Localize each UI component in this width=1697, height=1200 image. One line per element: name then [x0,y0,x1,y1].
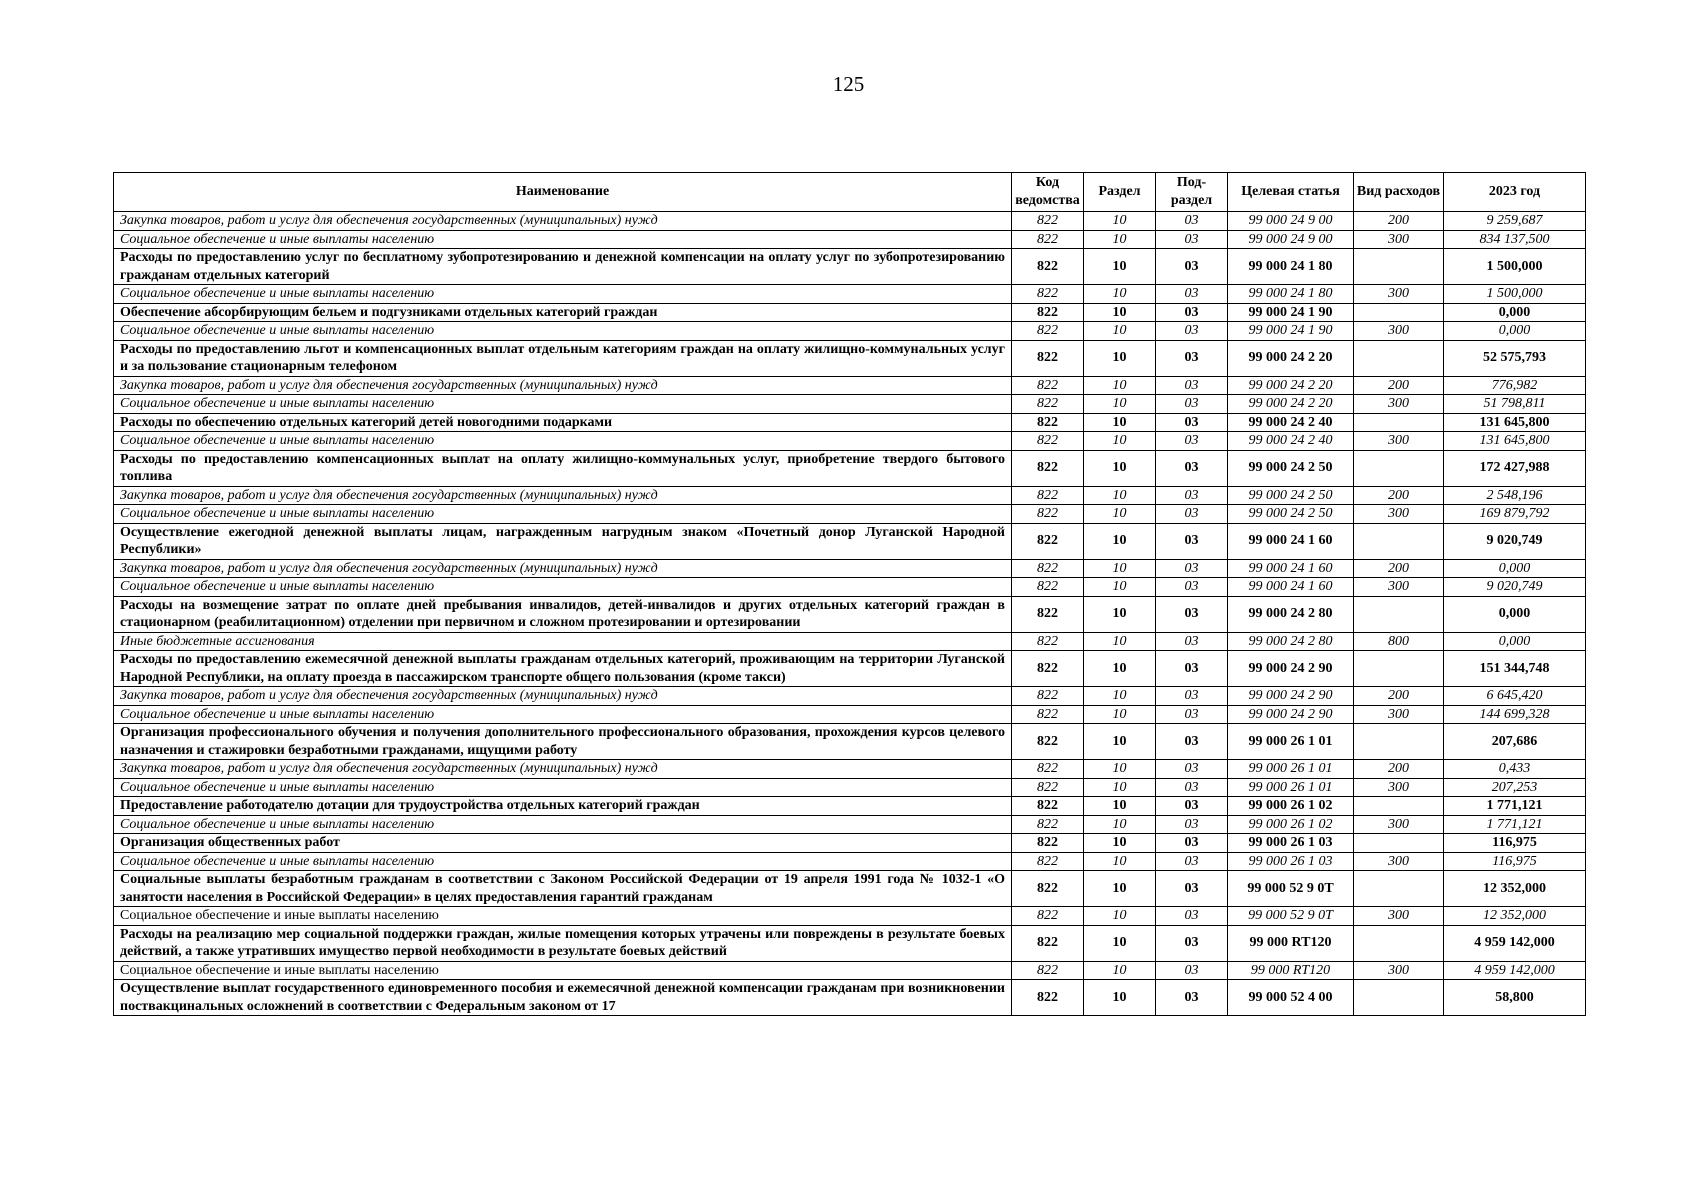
cell-name: Закупка товаров, работ и услуг для обеспечения государственных (муниципальных) нужд [114,376,1012,395]
cell-subsection: 03 [1156,815,1228,834]
cell-amount: 9 020,749 [1444,523,1586,559]
cell-section: 10 [1084,778,1156,797]
table-row [114,705,1586,724]
cell-expense-type: 300 [1354,322,1444,341]
cell-expense-type [1354,523,1444,559]
cell-dept-code: 822 [1012,925,1084,961]
cell-name: Расходы по предоставлению услуг по бесплатному зубопротезированию и денежной компенсации на оплату услуг по зубопротезированию гражданам отдельных категорий [114,249,1012,285]
cell-section: 10 [1084,376,1156,395]
cell-target-article: 99 000 24 1 60 [1228,523,1354,559]
cell-subsection: 03 [1156,961,1228,980]
cell-name: Организация профессионального обучения и получения дополнительного профессионального образования, прохождения курсов целевого назначения и стажировки безработными гражданами, ищущими работу [114,724,1012,760]
cell-target-article: 99 000 24 1 60 [1228,578,1354,597]
cell-amount: 0,433 [1444,760,1586,779]
cell-subsection: 03 [1156,687,1228,706]
cell-amount: 9 259,687 [1444,212,1586,231]
table-row [114,559,1586,578]
cell-expense-type: 200 [1354,376,1444,395]
cell-dept-code: 822 [1012,340,1084,376]
cell-dept-code: 822 [1012,815,1084,834]
cell-dept-code: 822 [1012,413,1084,432]
cell-dept-code: 822 [1012,523,1084,559]
cell-dept-code: 822 [1012,834,1084,853]
cell-name: Социальное обеспечение и иные выплаты населению [114,578,1012,597]
cell-expense-type [1354,925,1444,961]
cell-dept-code: 822 [1012,632,1084,651]
cell-expense-type: 300 [1354,705,1444,724]
cell-target-article: 99 000 24 2 40 [1228,432,1354,451]
cell-expense-type: 200 [1354,559,1444,578]
cell-section: 10 [1084,687,1156,706]
cell-amount: 0,000 [1444,559,1586,578]
table-row [114,523,1586,559]
cell-target-article: 99 000 24 1 60 [1228,559,1354,578]
cell-target-article: 99 000 24 2 80 [1228,596,1354,632]
cell-expense-type: 300 [1354,230,1444,249]
page-number: 125 [832,72,865,96]
cell-amount: 776,982 [1444,376,1586,395]
cell-name: Обеспечение абсорбирующим бельем и подгузниками отдельных категорий граждан [114,303,1012,322]
cell-expense-type: 300 [1354,578,1444,597]
cell-target-article: 99 000 52 4 00 [1228,980,1354,1016]
table-row [114,815,1586,834]
cell-dept-code: 822 [1012,760,1084,779]
cell-section: 10 [1084,395,1156,414]
cell-target-article: 99 000 26 1 01 [1228,778,1354,797]
cell-target-article: 99 000 24 2 90 [1228,687,1354,706]
table-row [114,871,1586,907]
table-row [114,212,1586,231]
cell-section: 10 [1084,651,1156,687]
cell-name: Закупка товаров, работ и услуг для обеспечения государственных (муниципальных) нужд [114,559,1012,578]
table-row [114,340,1586,376]
header-dept-code: Код ведомства [1012,173,1084,212]
cell-dept-code: 822 [1012,395,1084,414]
cell-section: 10 [1084,322,1156,341]
cell-name: Расходы на возмещение затрат по оплате дней пребывания инвалидов, детей-инвалидов и других отдельных категорий граждан в стационарном (реабилитационном) отделении при первичном и сложном протезировании и ортезировании [114,596,1012,632]
cell-section: 10 [1084,852,1156,871]
cell-dept-code: 822 [1012,212,1084,231]
cell-expense-type: 200 [1354,486,1444,505]
cell-amount: 0,000 [1444,632,1586,651]
cell-dept-code: 822 [1012,285,1084,304]
cell-section: 10 [1084,523,1156,559]
cell-target-article: 99 000 52 9 0Т [1228,871,1354,907]
cell-amount: 0,000 [1444,596,1586,632]
table-row [114,797,1586,816]
table-row [114,724,1586,760]
cell-name: Осуществление ежегодной денежной выплаты лицам, награжденным нагрудным знаком «Почетный донор Луганской Народной Республики» [114,523,1012,559]
cell-dept-code: 822 [1012,852,1084,871]
cell-dept-code: 822 [1012,778,1084,797]
cell-amount: 9 020,749 [1444,578,1586,597]
table-row [114,596,1586,632]
cell-dept-code: 822 [1012,596,1084,632]
cell-expense-type [1354,980,1444,1016]
cell-section: 10 [1084,632,1156,651]
cell-subsection: 03 [1156,980,1228,1016]
cell-expense-type [1354,871,1444,907]
cell-expense-type: 300 [1354,395,1444,414]
cell-amount: 172 427,988 [1444,450,1586,486]
cell-expense-type: 300 [1354,505,1444,524]
cell-section: 10 [1084,450,1156,486]
cell-dept-code: 822 [1012,705,1084,724]
cell-section: 10 [1084,834,1156,853]
cell-expense-type: 300 [1354,815,1444,834]
cell-expense-type [1354,303,1444,322]
table-row [114,925,1586,961]
cell-target-article: 99 000 24 2 20 [1228,395,1354,414]
cell-expense-type: 200 [1354,212,1444,231]
cell-section: 10 [1084,212,1156,231]
cell-subsection: 03 [1156,760,1228,779]
cell-section: 10 [1084,230,1156,249]
cell-amount: 144 699,328 [1444,705,1586,724]
header-year-2023: 2023 год [1444,173,1586,212]
cell-target-article: 99 000 RT120 [1228,961,1354,980]
header-name: Наименование [114,173,1012,212]
cell-subsection: 03 [1156,505,1228,524]
cell-amount: 116,975 [1444,834,1586,853]
cell-target-article: 99 000 24 2 90 [1228,651,1354,687]
cell-target-article: 99 000 24 2 40 [1228,413,1354,432]
cell-name: Социальное обеспечение и иные выплаты населению [114,230,1012,249]
cell-section: 10 [1084,797,1156,816]
cell-target-article: 99 000 24 2 20 [1228,376,1354,395]
cell-expense-type [1354,413,1444,432]
cell-amount: 4 959 142,000 [1444,925,1586,961]
cell-name: Социальное обеспечение и иные выплаты населению [114,961,1012,980]
cell-expense-type [1354,340,1444,376]
cell-subsection: 03 [1156,632,1228,651]
cell-name: Социальное обеспечение и иные выплаты населению [114,907,1012,926]
cell-name: Расходы по предоставлению льгот и компенсационных выплат отдельным категориям граждан на оплату жилищно-коммунальных услуг и за пользование стационарным телефоном [114,340,1012,376]
cell-amount: 1 771,121 [1444,797,1586,816]
cell-expense-type [1354,596,1444,632]
cell-section: 10 [1084,907,1156,926]
cell-amount: 6 645,420 [1444,687,1586,706]
table-row [114,852,1586,871]
cell-section: 10 [1084,596,1156,632]
cell-amount: 151 344,748 [1444,651,1586,687]
table-row [114,760,1586,779]
cell-expense-type: 200 [1354,760,1444,779]
cell-dept-code: 822 [1012,486,1084,505]
cell-dept-code: 822 [1012,687,1084,706]
cell-amount: 51 798,811 [1444,395,1586,414]
cell-target-article: 99 000 RT120 [1228,925,1354,961]
table-row [114,578,1586,597]
cell-section: 10 [1084,559,1156,578]
cell-name: Социальное обеспечение и иные выплаты населению [114,505,1012,524]
cell-expense-type: 200 [1354,687,1444,706]
cell-subsection: 03 [1156,871,1228,907]
cell-amount: 12 352,000 [1444,871,1586,907]
cell-section: 10 [1084,961,1156,980]
table-row [114,632,1586,651]
cell-expense-type [1354,651,1444,687]
cell-name: Закупка товаров, работ и услуг для обеспечения государственных (муниципальных) нужд [114,760,1012,779]
cell-target-article: 99 000 24 1 80 [1228,285,1354,304]
cell-subsection: 03 [1156,778,1228,797]
cell-expense-type: 300 [1354,907,1444,926]
cell-dept-code: 822 [1012,450,1084,486]
cell-expense-type [1354,834,1444,853]
cell-name: Расходы по предоставлению ежемесячной денежной выплаты гражданам отдельных категорий, проживающим на территории Луганской Народной Республики, на оплату проезда в пассажирском транспорте общего пользования (кроме такси) [114,651,1012,687]
cell-name: Социальное обеспечение и иные выплаты населению [114,815,1012,834]
table-row [114,687,1586,706]
cell-dept-code: 822 [1012,797,1084,816]
cell-subsection: 03 [1156,907,1228,926]
cell-section: 10 [1084,925,1156,961]
table-row [114,907,1586,926]
cell-amount: 169 879,792 [1444,505,1586,524]
cell-dept-code: 822 [1012,230,1084,249]
cell-name: Социальные выплаты безработным гражданам в соответствии с Законом Российской Федерации от 19 апреля 1991 года № 1032-1 «О занятости населения в Российской Федерации» в целях предоставления гарантий гражданам [114,871,1012,907]
cell-amount: 116,975 [1444,852,1586,871]
cell-subsection: 03 [1156,834,1228,853]
table-row [114,285,1586,304]
cell-amount: 1 500,000 [1444,285,1586,304]
cell-expense-type: 300 [1354,852,1444,871]
cell-subsection: 03 [1156,285,1228,304]
cell-section: 10 [1084,871,1156,907]
cell-subsection: 03 [1156,376,1228,395]
cell-expense-type: 300 [1354,961,1444,980]
cell-section: 10 [1084,705,1156,724]
cell-target-article: 99 000 24 2 50 [1228,505,1354,524]
cell-amount: 207,686 [1444,724,1586,760]
cell-section: 10 [1084,486,1156,505]
header-expense-type: Вид расходов [1354,173,1444,212]
table-row [114,834,1586,853]
cell-target-article: 99 000 24 2 50 [1228,450,1354,486]
cell-section: 10 [1084,303,1156,322]
cell-subsection: 03 [1156,523,1228,559]
cell-subsection: 03 [1156,395,1228,414]
cell-target-article: 99 000 26 1 01 [1228,760,1354,779]
cell-target-article: 99 000 24 1 90 [1228,322,1354,341]
cell-section: 10 [1084,432,1156,451]
cell-expense-type: 300 [1354,778,1444,797]
table-body [114,212,1586,1016]
cell-target-article: 99 000 24 2 20 [1228,340,1354,376]
cell-expense-type: 300 [1354,285,1444,304]
cell-name: Социальное обеспечение и иные выплаты населению [114,705,1012,724]
cell-target-article: 99 000 26 1 03 [1228,852,1354,871]
header-target-article: Целевая статья [1228,173,1354,212]
cell-section: 10 [1084,980,1156,1016]
cell-name: Иные бюджетные ассигнования [114,632,1012,651]
cell-amount: 131 645,800 [1444,413,1586,432]
cell-section: 10 [1084,340,1156,376]
table-row [114,778,1586,797]
cell-dept-code: 822 [1012,871,1084,907]
cell-target-article: 99 000 24 2 80 [1228,632,1354,651]
table-row [114,980,1586,1016]
header-section: Раздел [1084,173,1156,212]
cell-name: Расходы на реализацию мер социальной поддержки граждан, жилые помещения которых утрачены или повреждены в результате боевых действий, а также утративших имущество первой необходимости в результате боевых действий [114,925,1012,961]
cell-amount: 2 548,196 [1444,486,1586,505]
cell-amount: 1 771,121 [1444,815,1586,834]
cell-section: 10 [1084,249,1156,285]
cell-name: Расходы по предоставлению компенсационных выплат на оплату жилищно-коммунальных услуг, приобретение твердого бытового топлива [114,450,1012,486]
cell-target-article: 99 000 26 1 01 [1228,724,1354,760]
cell-dept-code: 822 [1012,961,1084,980]
cell-subsection: 03 [1156,432,1228,451]
cell-subsection: 03 [1156,596,1228,632]
table-row [114,961,1586,980]
cell-name: Социальное обеспечение и иные выплаты населению [114,852,1012,871]
cell-subsection: 03 [1156,249,1228,285]
cell-amount: 1 500,000 [1444,249,1586,285]
cell-amount: 207,253 [1444,778,1586,797]
cell-subsection: 03 [1156,578,1228,597]
cell-expense-type [1354,450,1444,486]
cell-name: Организация общественных работ [114,834,1012,853]
cell-target-article: 99 000 26 1 03 [1228,834,1354,853]
cell-expense-type: 300 [1354,432,1444,451]
cell-expense-type [1354,797,1444,816]
cell-section: 10 [1084,285,1156,304]
cell-subsection: 03 [1156,413,1228,432]
cell-subsection: 03 [1156,340,1228,376]
cell-target-article: 99 000 24 9 00 [1228,212,1354,231]
cell-subsection: 03 [1156,852,1228,871]
cell-target-article: 99 000 24 2 90 [1228,705,1354,724]
cell-dept-code: 822 [1012,907,1084,926]
cell-amount: 12 352,000 [1444,907,1586,926]
cell-dept-code: 822 [1012,505,1084,524]
cell-name: Социальное обеспечение и иные выплаты населению [114,322,1012,341]
table-row [114,249,1586,285]
cell-name: Социальное обеспечение и иные выплаты населению [114,285,1012,304]
cell-section: 10 [1084,760,1156,779]
cell-subsection: 03 [1156,486,1228,505]
cell-subsection: 03 [1156,705,1228,724]
table-header-row [114,173,1586,212]
table-row [114,486,1586,505]
cell-expense-type [1354,724,1444,760]
cell-subsection: 03 [1156,450,1228,486]
cell-dept-code: 822 [1012,724,1084,760]
table-row [114,303,1586,322]
table-row [114,450,1586,486]
cell-section: 10 [1084,578,1156,597]
cell-target-article: 99 000 24 9 00 [1228,230,1354,249]
table-row [114,395,1586,414]
cell-section: 10 [1084,724,1156,760]
cell-section: 10 [1084,505,1156,524]
cell-subsection: 03 [1156,797,1228,816]
cell-dept-code: 822 [1012,376,1084,395]
cell-amount: 834 137,500 [1444,230,1586,249]
cell-dept-code: 822 [1012,303,1084,322]
cell-target-article: 99 000 24 1 80 [1228,249,1354,285]
cell-dept-code: 822 [1012,651,1084,687]
cell-target-article: 99 000 26 1 02 [1228,815,1354,834]
cell-expense-type: 800 [1354,632,1444,651]
table-row [114,376,1586,395]
cell-amount: 52 575,793 [1444,340,1586,376]
cell-subsection: 03 [1156,559,1228,578]
cell-name: Закупка товаров, работ и услуг для обеспечения государственных (муниципальных) нужд [114,687,1012,706]
cell-amount: 0,000 [1444,303,1586,322]
cell-subsection: 03 [1156,230,1228,249]
cell-subsection: 03 [1156,724,1228,760]
header-subsection: Под- раздел [1156,173,1228,212]
cell-dept-code: 822 [1012,322,1084,341]
cell-expense-type [1354,249,1444,285]
table-row [114,505,1586,524]
cell-amount: 4 959 142,000 [1444,961,1586,980]
cell-name: Расходы по обеспечению отдельных категорий детей новогодними подарками [114,413,1012,432]
cell-target-article: 99 000 26 1 02 [1228,797,1354,816]
cell-amount: 0,000 [1444,322,1586,341]
cell-section: 10 [1084,815,1156,834]
table-row [114,413,1586,432]
cell-dept-code: 822 [1012,578,1084,597]
cell-name: Социальное обеспечение и иные выплаты населению [114,778,1012,797]
cell-target-article: 99 000 24 1 90 [1228,303,1354,322]
table-row [114,322,1586,341]
cell-section: 10 [1084,413,1156,432]
cell-dept-code: 822 [1012,980,1084,1016]
cell-subsection: 03 [1156,322,1228,341]
cell-dept-code: 822 [1012,249,1084,285]
cell-amount: 58,800 [1444,980,1586,1016]
cell-dept-code: 822 [1012,432,1084,451]
cell-name: Закупка товаров, работ и услуг для обеспечения государственных (муниципальных) нужд [114,212,1012,231]
cell-name: Социальное обеспечение и иные выплаты населению [114,395,1012,414]
table-row [114,432,1586,451]
table-row [114,230,1586,249]
cell-name: Осуществление выплат государственного единовременного пособия и ежемесячной денежной компенсации гражданам при возникновении поствакцинальных осложнений в соответствии с Федеральным законом от 17 [114,980,1012,1016]
cell-target-article: 99 000 24 2 50 [1228,486,1354,505]
table-row [114,651,1586,687]
cell-subsection: 03 [1156,651,1228,687]
cell-name: Предоставление работодателю дотации для трудоустройства отдельных категорий граждан [114,797,1012,816]
budget-table [113,172,1586,1016]
cell-target-article: 99 000 52 9 0Т [1228,907,1354,926]
cell-name: Закупка товаров, работ и услуг для обеспечения государственных (муниципальных) нужд [114,486,1012,505]
cell-amount: 131 645,800 [1444,432,1586,451]
cell-subsection: 03 [1156,303,1228,322]
cell-dept-code: 822 [1012,559,1084,578]
cell-subsection: 03 [1156,212,1228,231]
cell-subsection: 03 [1156,925,1228,961]
cell-name: Социальное обеспечение и иные выплаты населению [114,432,1012,451]
